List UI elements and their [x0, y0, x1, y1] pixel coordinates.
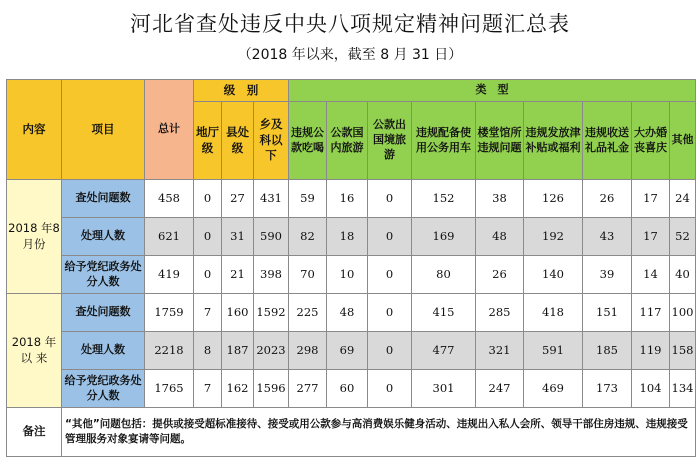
type-value-4: 26 — [476, 256, 524, 294]
row-total-value: 1765 — [145, 370, 194, 408]
header-type-3: 违规配备使用公务用车 — [412, 102, 476, 180]
type-value-6: 173 — [583, 370, 632, 408]
type-value-4: 247 — [476, 370, 524, 408]
level-value-2: 1592 — [254, 294, 289, 332]
table-row — [7, 332, 696, 370]
header-type-7: 大办婚丧喜庆 — [632, 102, 670, 180]
table-row — [7, 256, 696, 294]
type-value-1: 18 — [327, 218, 368, 256]
type-value-3: 477 — [412, 332, 476, 370]
row-group-label-1: 2018 年以 来 — [7, 294, 62, 408]
type-value-2: 0 — [368, 180, 412, 218]
type-value-5: 591 — [524, 332, 583, 370]
level-value-0: 0 — [194, 180, 222, 218]
level-value-1: 187 — [222, 332, 254, 370]
level-value-2: 1596 — [254, 370, 289, 408]
level-value-0: 7 — [194, 370, 222, 408]
type-value-3: 415 — [412, 294, 476, 332]
header-level-0: 地厅级 — [194, 102, 222, 180]
row-item-label: 给予党纪政务处分人数 — [62, 256, 145, 294]
type-value-3: 80 — [412, 256, 476, 294]
type-value-7: 119 — [632, 332, 670, 370]
header-total: 总计 — [145, 80, 194, 180]
header-type-5: 违规发放津补贴或福利 — [524, 102, 583, 180]
level-value-1: 27 — [222, 180, 254, 218]
type-value-2: 0 — [368, 256, 412, 294]
row-group-label-0: 2018 年8 月份 — [7, 180, 62, 294]
header-type-8: 其他 — [670, 102, 696, 180]
note-text: “其他”问题包括：提供或接受超标准接待、接受或用公款参与高消费娱乐健身活动、违规出入私人会所、领导干部住房违规、违规接受管理服务对象宴请等问题。 — [62, 408, 696, 457]
type-value-3: 169 — [412, 218, 476, 256]
type-value-3: 152 — [412, 180, 476, 218]
type-value-5: 126 — [524, 180, 583, 218]
note-row — [7, 408, 696, 457]
type-value-1: 69 — [327, 332, 368, 370]
type-value-4: 285 — [476, 294, 524, 332]
level-value-0: 7 — [194, 294, 222, 332]
type-value-7: 14 — [632, 256, 670, 294]
note-label: 备注 — [7, 408, 62, 457]
header-item: 项目 — [62, 80, 145, 180]
level-value-2: 2023 — [254, 332, 289, 370]
level-value-1: 31 — [222, 218, 254, 256]
type-value-5: 192 — [524, 218, 583, 256]
type-value-7: 17 — [632, 180, 670, 218]
type-value-5: 418 — [524, 294, 583, 332]
type-value-3: 301 — [412, 370, 476, 408]
type-value-0: 225 — [289, 294, 327, 332]
header-type-1: 公款国内旅游 — [327, 102, 368, 180]
type-value-2: 0 — [368, 218, 412, 256]
type-value-0: 70 — [289, 256, 327, 294]
row-total-value: 2218 — [145, 332, 194, 370]
level-value-2: 398 — [254, 256, 289, 294]
table-row — [7, 180, 696, 218]
row-item-label: 查处问题数 — [62, 180, 145, 218]
type-value-7: 17 — [632, 218, 670, 256]
header-content: 内容 — [7, 80, 62, 180]
type-value-6: 26 — [583, 180, 632, 218]
type-value-0: 298 — [289, 332, 327, 370]
type-value-5: 140 — [524, 256, 583, 294]
header-type-6: 违规收送礼品礼金 — [583, 102, 632, 180]
type-value-6: 43 — [583, 218, 632, 256]
table-row — [7, 218, 696, 256]
level-value-1: 162 — [222, 370, 254, 408]
page-subtitle: （2018 年以来，截至 8 月 31 日） — [237, 47, 463, 63]
type-value-0: 277 — [289, 370, 327, 408]
header-level-1: 县处级 — [222, 102, 254, 180]
level-value-0: 0 — [194, 256, 222, 294]
type-value-8: 100 — [670, 294, 696, 332]
level-value-0: 0 — [194, 218, 222, 256]
type-value-7: 117 — [632, 294, 670, 332]
header-level-group: 级 别 — [194, 80, 289, 102]
level-value-2: 590 — [254, 218, 289, 256]
type-value-8: 158 — [670, 332, 696, 370]
type-value-6: 39 — [583, 256, 632, 294]
type-value-4: 38 — [476, 180, 524, 218]
type-value-4: 48 — [476, 218, 524, 256]
type-value-6: 185 — [583, 332, 632, 370]
type-value-7: 104 — [632, 370, 670, 408]
type-value-8: 40 — [670, 256, 696, 294]
row-total-value: 1759 — [145, 294, 194, 332]
header-type-group: 类 型 — [289, 80, 696, 102]
table-row — [7, 294, 696, 332]
type-value-2: 0 — [368, 332, 412, 370]
type-value-8: 134 — [670, 370, 696, 408]
type-value-2: 0 — [368, 370, 412, 408]
row-total-value: 419 — [145, 256, 194, 294]
header-type-0: 违规公款吃喝 — [289, 102, 327, 180]
type-value-0: 59 — [289, 180, 327, 218]
type-value-4: 321 — [476, 332, 524, 370]
page-title: 河北省查处违反中央八项规定精神问题汇总表 — [130, 12, 570, 36]
row-total-value: 458 — [145, 180, 194, 218]
table-row — [7, 370, 696, 408]
row-item-label: 处理人数 — [62, 332, 145, 370]
type-value-6: 151 — [583, 294, 632, 332]
level-value-0: 8 — [194, 332, 222, 370]
header-type-4: 楼堂馆所违规问题 — [476, 102, 524, 180]
type-value-8: 52 — [670, 218, 696, 256]
type-value-8: 24 — [670, 180, 696, 218]
header-level-2: 乡及科以下 — [254, 102, 289, 180]
type-value-1: 10 — [327, 256, 368, 294]
type-value-1: 16 — [327, 180, 368, 218]
type-value-1: 48 — [327, 294, 368, 332]
level-value-1: 21 — [222, 256, 254, 294]
level-value-2: 431 — [254, 180, 289, 218]
summary-table — [6, 79, 696, 457]
type-value-5: 469 — [524, 370, 583, 408]
row-item-label: 处理人数 — [62, 218, 145, 256]
row-total-value: 621 — [145, 218, 194, 256]
type-value-1: 60 — [327, 370, 368, 408]
type-value-2: 0 — [368, 294, 412, 332]
type-value-0: 82 — [289, 218, 327, 256]
row-item-label: 查处问题数 — [62, 294, 145, 332]
row-item-label: 给予党纪政务处分人数 — [62, 370, 145, 408]
header-type-2: 公款出国境旅游 — [368, 102, 412, 180]
level-value-1: 160 — [222, 294, 254, 332]
